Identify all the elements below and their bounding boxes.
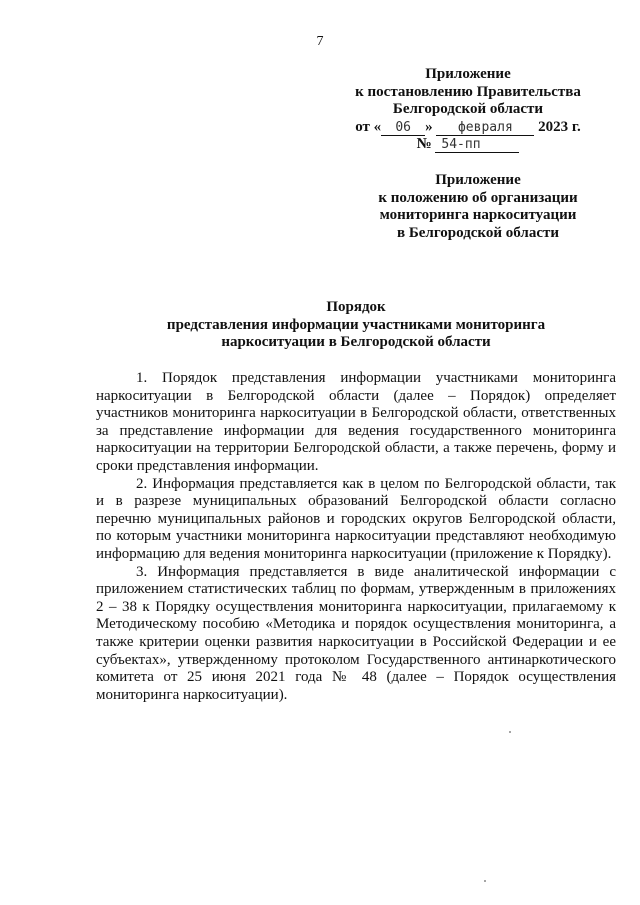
date-day: 06 — [381, 121, 425, 136]
title-line: представления информации участниками мониторинга — [166, 316, 546, 333]
date-month: февраля — [436, 121, 534, 136]
scan-speck — [484, 880, 486, 882]
document-title — [96, 299, 616, 352]
page-number: 7 — [316, 34, 324, 49]
number-value: 54-пп — [435, 138, 519, 153]
appendix-subheader — [358, 172, 598, 242]
date-prefix: от « — [355, 118, 382, 135]
date-year: 2023 г. — [538, 118, 581, 135]
document-body — [96, 370, 616, 704]
date-mid: » — [425, 118, 433, 135]
appendix-date — [328, 119, 608, 137]
subappendix-line: мониторинга наркоситуации — [379, 207, 577, 223]
scan-speck — [509, 731, 511, 733]
number-prefix: № — [416, 136, 432, 152]
title-line: Порядок — [326, 299, 386, 315]
paragraph: 3. Информация представляется в виде аналитической информации с приложением статистических таблиц по формам, утвержденным в приложениях 2 – 38 к Порядку осуществления мониторинга наркоситуации, прилагаемому к Методическому пособию «Методика и порядок осуществления мониторинга, а также критерии оценки развития наркоситуации в Российской Федерации и ее субъектах», утвержденному протоколом Государственного антинаркотического комитета от 25 июня 2021 года № 48 (далее – Порядок осуществления мониторинга наркоситуации). — [96, 563, 616, 703]
subappendix-line: в Белгородской области — [397, 224, 559, 241]
appendix-resolution-ref: к постановлению Правительства — [355, 83, 581, 100]
subappendix-line: Приложение — [435, 172, 521, 188]
paragraph: 2. Информация представляется как в целом по Белгородской области, так и в разрезе муниципальных образований Белгородской области согласно перечню муниципальных районов и городских округов Белгородской области, по которым участники мониторинга наркоситуации представляют необходимую информацию для ведения мониторинга наркоситуации (приложение к Порядку). — [96, 475, 616, 562]
appendix-label: Приложение — [425, 66, 511, 82]
title-line: наркоситуации в Белгородской области — [221, 334, 491, 350]
appendix-region: Белгородской области — [392, 101, 544, 117]
subappendix-line: к положению об организации — [378, 189, 578, 206]
appendix-number — [328, 136, 608, 154]
paragraph: 1. Порядок представления информации участниками мониторинга наркоситуации в Белгородской области (далее – Порядок) определяет участников мониторинга наркоситуации в Белгородской области, ответственных за представление информации для ведения государственного мониторинга наркоситуации на территории Белгородской области, а также перечень, форму и сроки представления информации. — [96, 370, 616, 474]
appendix-header — [328, 66, 608, 154]
